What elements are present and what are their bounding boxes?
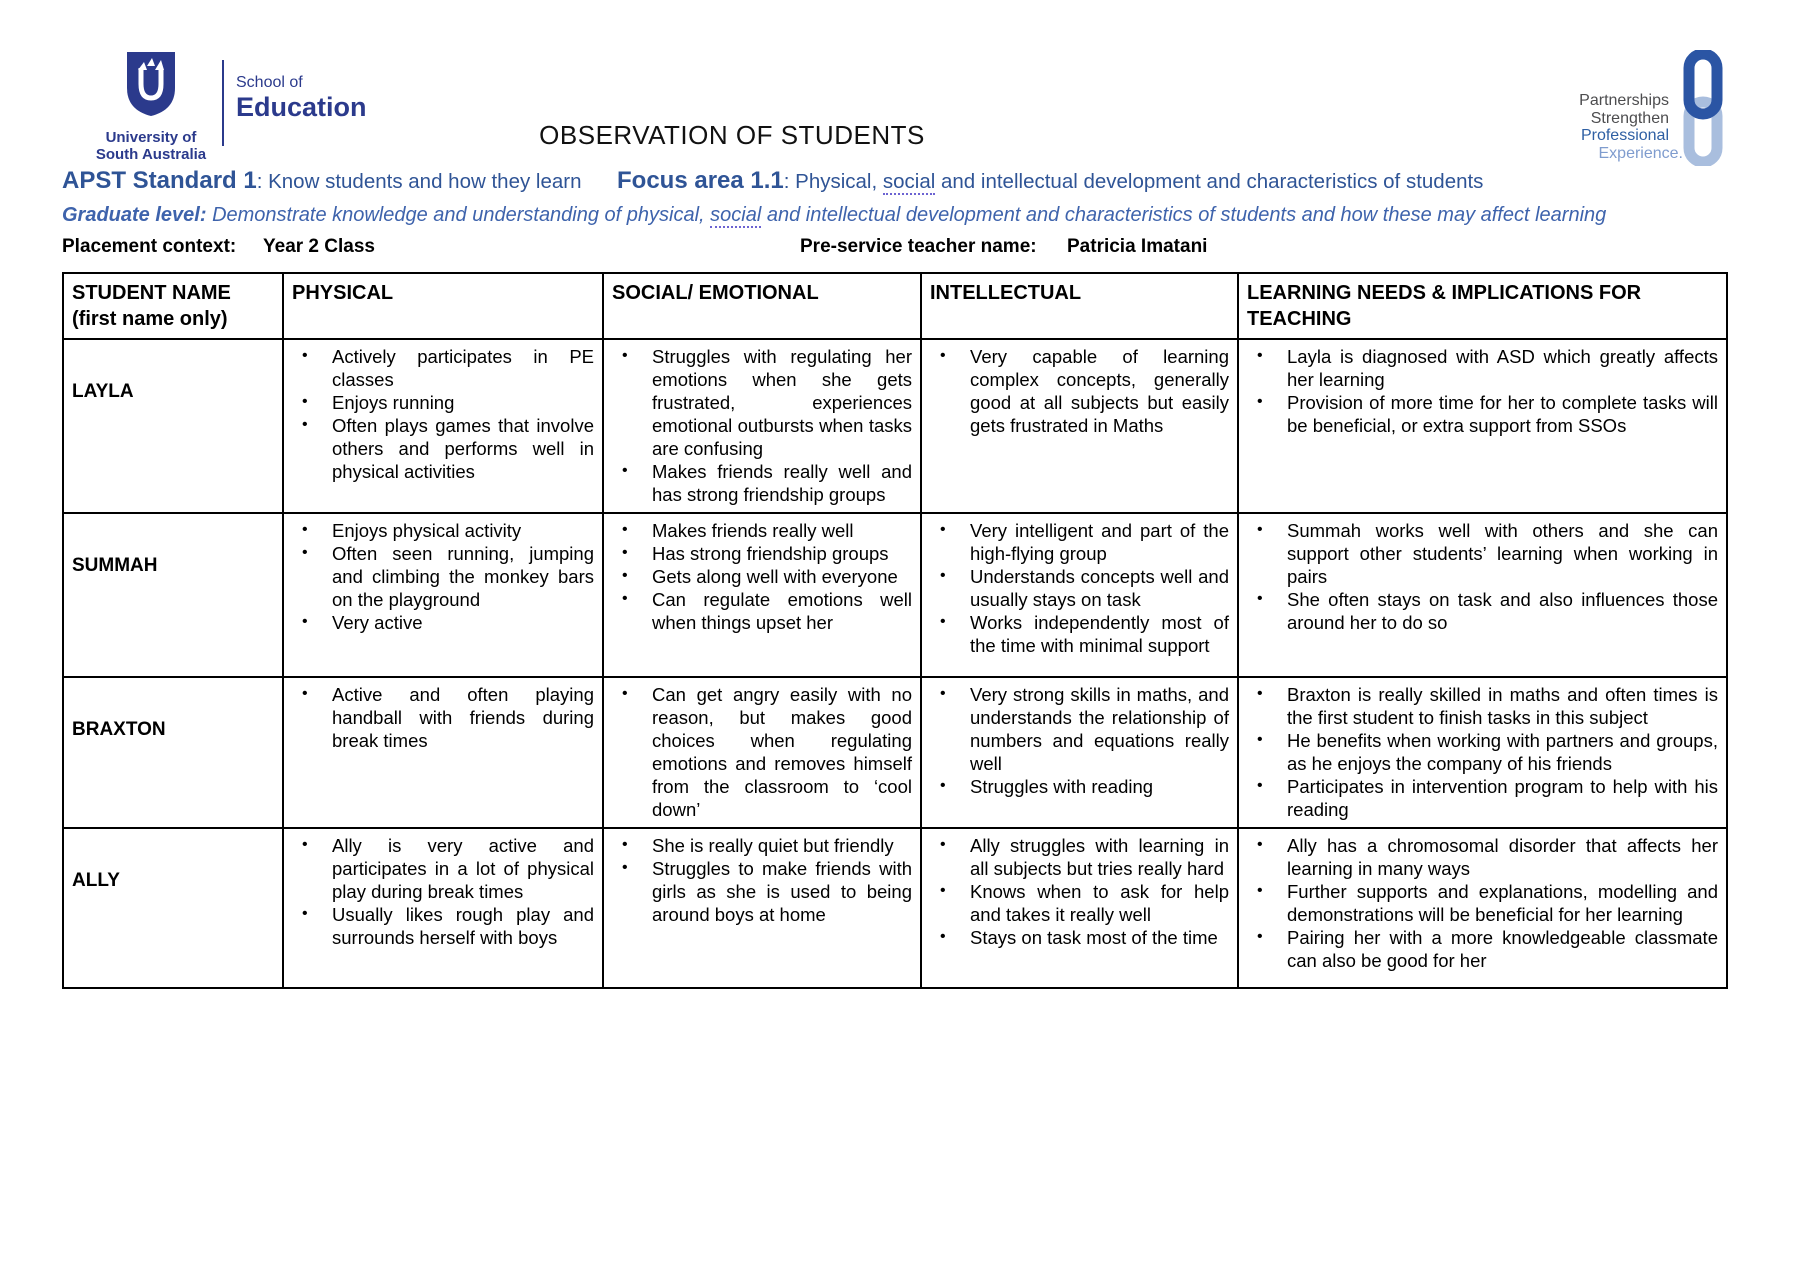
bullet-item: • Can regulate emotions well when things upset her: [622, 589, 912, 633]
partnerships-logo: [1579, 50, 1728, 171]
bullet-item: • Stays on task most of the time: [940, 927, 1218, 948]
bullet-item: • Ally has a chromosomal disorder that affects her learning in many ways: [1257, 835, 1718, 879]
unisa-shield-icon: [127, 52, 175, 121]
intellectual-list: [930, 834, 1229, 949]
page-title: OBSERVATION OF STUDENTS: [539, 120, 925, 150]
bullet-icon: •: [1257, 393, 1263, 410]
bullet-icon: •: [622, 544, 628, 561]
bullet-icon: •: [302, 416, 308, 433]
bullet-icon: •: [940, 347, 946, 364]
bullet-item: • Very capable of learning complex concepts, generally good at all subjects but easily gets frustrated in Maths: [940, 346, 1229, 436]
intellectual-list: [930, 345, 1229, 437]
graduate-level-label: Graduate level:: [62, 204, 207, 226]
bullet-icon: •: [940, 928, 946, 945]
bullet-icon: •: [622, 567, 628, 584]
bullet-item: • Ally struggles with learning in all subjects but tries really hard: [940, 835, 1229, 879]
intellectual-list: [930, 519, 1229, 657]
bullet-item: • He benefits when working with partners and groups, as he enjoys the company of his friends: [1257, 730, 1718, 774]
apst-standard-label: APST Standard 1: [62, 167, 257, 194]
bullet-icon: •: [1257, 882, 1263, 899]
student-name: SUMMAH: [63, 513, 283, 677]
table-row: [63, 828, 1727, 988]
bullet-item: • Layla is diagnosed with ASD which greatly affects her learning: [1257, 346, 1718, 390]
bullet-item: • Works independently most of the time with minimal support: [940, 612, 1229, 656]
bullet-item: • Struggles with reading: [940, 776, 1154, 797]
table-row: [63, 677, 1727, 828]
bullet-item: • Braxton is really skilled in maths and often times is the first student to finish tasks in this subject: [1257, 684, 1718, 728]
student-name: ALLY: [63, 828, 283, 988]
bullet-icon: •: [1257, 685, 1263, 702]
bullet-icon: •: [940, 685, 946, 702]
learning-needs-list: [1247, 683, 1718, 821]
teacher-name-value: Patricia Imatani: [1067, 236, 1208, 257]
school-of-education: School of Education: [236, 74, 367, 122]
social-list: [612, 345, 912, 506]
focus-area-label: Focus area 1.1: [617, 167, 784, 194]
bullet-item: • Makes friends really well and has strong friendship groups: [622, 461, 912, 505]
bullet-item: • Pairing her with a more knowledgeable classmate can also be good for her: [1257, 927, 1718, 971]
bullet-icon: •: [622, 685, 628, 702]
partnerships-text: Partnerships Strengthen Professional Experience.: [1579, 92, 1683, 162]
physical-list: [292, 519, 594, 634]
bullet-icon: •: [302, 905, 308, 922]
apst-standard-text: : Know students and how they learn: [256, 170, 582, 193]
observation-table: [62, 272, 1728, 989]
bullet-icon: •: [622, 462, 628, 479]
bullet-icon: •: [1257, 731, 1263, 748]
bullet-item: • Enjoys running: [302, 392, 455, 413]
bullet-item: • Further supports and explanations, modelling and demonstrations will be beneficial for her learning: [1257, 881, 1718, 925]
social-list: [612, 519, 912, 634]
bullet-icon: •: [1257, 836, 1263, 853]
bullet-item: • Struggles to make friends with girls as she is used to being around boys at home: [622, 858, 912, 925]
bullet-icon: •: [1257, 590, 1263, 607]
bullet-icon: •: [302, 613, 308, 630]
focus-area-text-pre: : Physical,: [783, 170, 883, 193]
bullet-item: • Summah works well with others and she can support other students’ learning when working in pairs: [1257, 520, 1718, 587]
bullet-item: • Has strong friendship groups: [622, 543, 889, 564]
bullet-item: • Gets along well with everyone: [622, 566, 898, 587]
bullet-item: • Actively participates in PE classes: [302, 346, 594, 390]
graduate-social-word: social: [710, 204, 762, 226]
university-name: University of South Australia: [95, 129, 207, 163]
placement-context-label: Placement context:: [62, 236, 237, 257]
col-header-physical: PHYSICAL: [283, 273, 603, 339]
bullet-icon: •: [1257, 347, 1263, 364]
table-row: [63, 339, 1727, 513]
bullet-item: • Enjoys physical activity: [302, 520, 522, 541]
intellectual-list: [930, 683, 1229, 798]
col-header-student-name: STUDENT NAME (first name only): [63, 273, 283, 339]
graduate-level-line: [62, 204, 1742, 227]
learning-needs-list: [1247, 834, 1718, 972]
chain-link-icon: [1676, 50, 1728, 171]
bullet-item: • Active and often playing handball with friends during break times: [302, 684, 594, 751]
bullet-item: • Often seen running, jumping and climbing the monkey bars on the playground: [302, 543, 594, 610]
bullet-item: • Makes friends really well: [622, 520, 854, 541]
bullet-item: • Knows when to ask for help and takes it really well: [940, 881, 1229, 925]
bullet-icon: •: [302, 393, 308, 410]
bullet-icon: •: [622, 590, 628, 607]
bullet-icon: •: [1257, 521, 1263, 538]
bullet-icon: •: [302, 347, 308, 364]
bullet-item: • Often plays games that involve others and performs well in physical activities: [302, 415, 594, 482]
bullet-icon: •: [622, 836, 628, 853]
bullet-icon: •: [940, 567, 946, 584]
bullet-icon: •: [1257, 928, 1263, 945]
bullet-item: • Very intelligent and part of the high-flying group: [940, 520, 1229, 564]
physical-list: [292, 345, 594, 483]
focus-area-social-word: social: [882, 170, 936, 193]
bullet-item: • Very active: [302, 612, 423, 633]
social-list: [612, 834, 912, 926]
graduate-level-text-post: and intellectual development and characteristics of students and how these may affect learning: [761, 204, 1607, 226]
bullet-item: • She is really quiet but friendly: [622, 835, 894, 856]
bullet-icon: •: [622, 347, 628, 364]
bullet-item: • Provision of more time for her to complete tasks will be beneficial, or extra support from SSOs: [1257, 392, 1718, 436]
bullet-icon: •: [302, 685, 308, 702]
bullet-icon: •: [940, 777, 946, 794]
table-row: [63, 513, 1727, 677]
bullet-icon: •: [940, 521, 946, 538]
focus-area-text-post: and intellectual development and characteristics of students: [935, 170, 1484, 193]
col-header-social-emotional: SOCIAL/ EMOTIONAL: [603, 273, 921, 339]
graduate-level-text-pre: Demonstrate knowledge and understanding of physical,: [206, 204, 711, 226]
bullet-item: • Understands concepts well and usually stays on task: [940, 566, 1229, 610]
learning-needs-list: [1247, 345, 1718, 437]
col-header-intellectual: INTELLECTUAL: [921, 273, 1238, 339]
bullet-icon: •: [302, 521, 308, 538]
bullet-icon: •: [940, 613, 946, 630]
bullet-icon: •: [940, 882, 946, 899]
bullet-item: • Can get angry easily with no reason, but makes good choices when regulating emotions and removes himself from the classroom to ‘cool down’: [622, 684, 912, 820]
bullet-icon: •: [302, 544, 308, 561]
social-list: [612, 683, 912, 821]
student-name: LAYLA: [63, 339, 283, 513]
learning-needs-list: [1247, 519, 1718, 634]
table-header-row: [63, 273, 1727, 339]
bullet-icon: •: [622, 859, 628, 876]
col-header-learning-needs: LEARNING NEEDS & IMPLICATIONS FOR TEACHING: [1238, 273, 1727, 339]
student-name: BRAXTON: [63, 677, 283, 828]
bullet-item: • Participates in intervention program to help with his reading: [1257, 776, 1718, 820]
bullet-item: • Ally is very active and participates in a lot of physical play during break times: [302, 835, 594, 902]
teacher-name-label: Pre-service teacher name:: [800, 236, 1037, 257]
physical-list: [292, 834, 594, 949]
bullet-icon: •: [622, 521, 628, 538]
physical-list: [292, 683, 594, 752]
placement-context-value: Year 2 Class: [263, 236, 375, 257]
bullet-item: • Struggles with regulating her emotions when she gets frustrated, experiences emotional outbursts when tasks are confusing: [622, 346, 912, 459]
bullet-icon: •: [940, 836, 946, 853]
bullet-item: • Very strong skills in maths, and understands the relationship of numbers and equations really well: [940, 684, 1229, 774]
bullet-icon: •: [302, 836, 308, 853]
bullet-item: • She often stays on task and also influences those around her to do so: [1257, 589, 1718, 633]
bullet-icon: •: [1257, 777, 1263, 794]
bullet-item: • Usually likes rough play and surrounds herself with boys: [302, 904, 594, 948]
